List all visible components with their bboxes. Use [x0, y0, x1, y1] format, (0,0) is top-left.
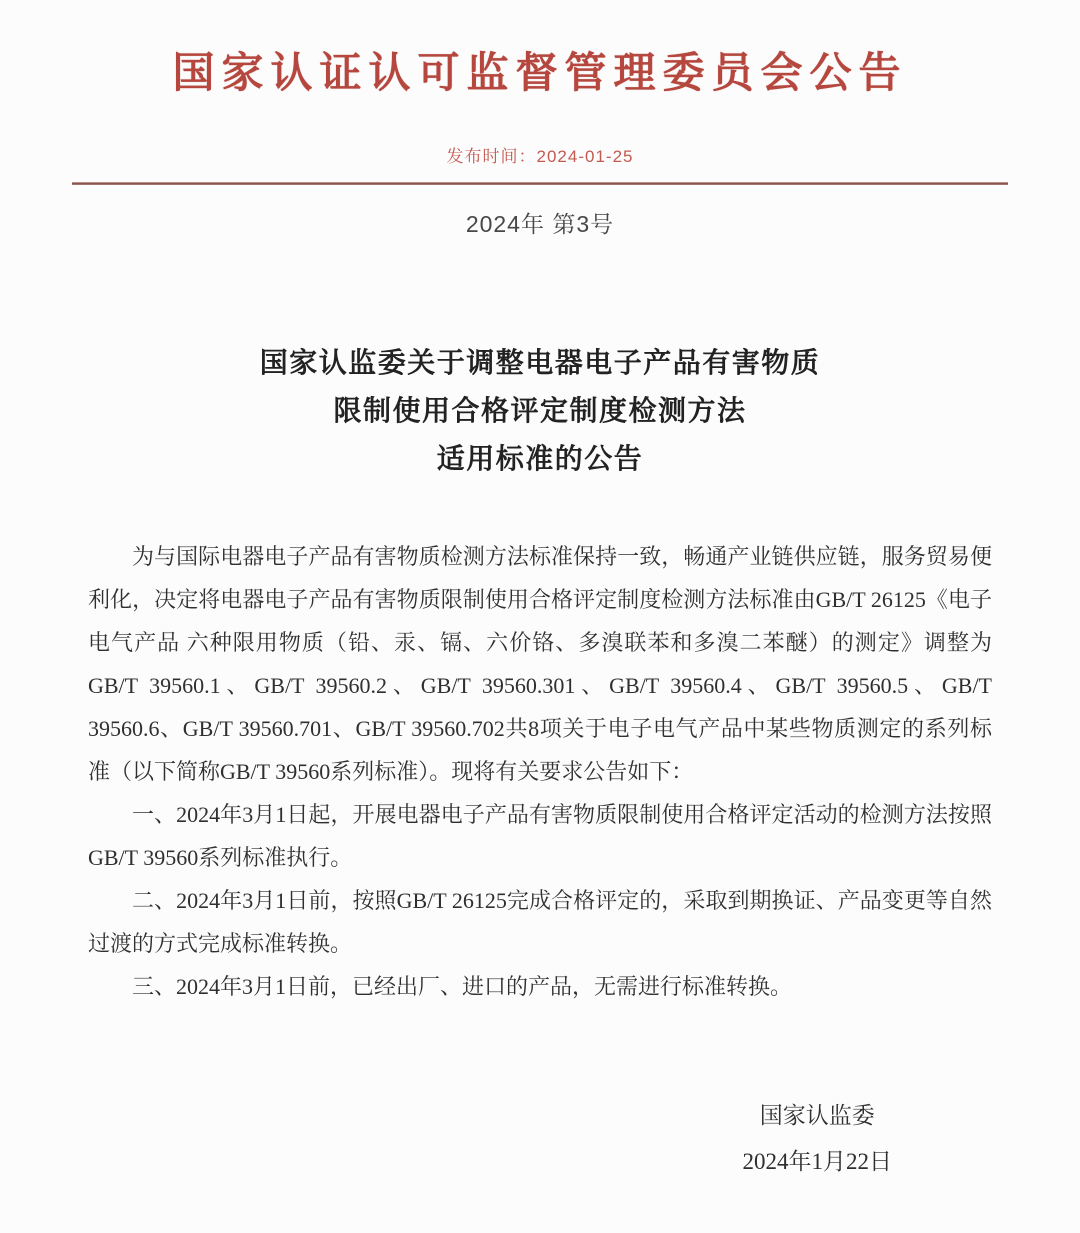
red-divider-line	[72, 182, 1008, 185]
document-title-line-2: 限制使用合格评定制度检测方法	[333, 395, 747, 426]
publish-time: 发布时间：2024-01-25	[446, 147, 634, 166]
body-paragraph-item-3: 三、2024年3月1日前，已经出厂、进口的产品，无需进行标准转换。	[132, 974, 793, 999]
body-paragraph-item-1: 一、2024年3月1日起，开展电器电子产品有害物质限制使用合格评定活动的检测方法按照GB/T 39560系列标准执行。	[88, 802, 992, 870]
announcement-header-title: 国家认证认可监督管理委员会公告	[172, 49, 908, 96]
document-title-line-3: 适用标准的公告	[436, 443, 644, 474]
body-paragraph-intro: 为与国际电器电子产品有害物质检测方法标准保持一致，畅通产业链供应链，服务贸易便利化，决定将电器电子产品有害物质限制使用合格评定制度检测方法标准由GB/T 26125《电子电气产品 六种限用物质（铅、汞、镉、六价铬、多溴联苯和多溴二苯醚）的测定》调整为GB/T 39560.1、GB/T 39560.2、GB/T 39560.301、GB/T 39560.4、GB/T 39560.5、GB/T 39560.6、GB/T 39560.701、GB/T 39560.702共8项关于电子电气产品中某些物质测定的系列标准（以下简称GB/T 39560系列标准）。现将有关要求公告如下：	[88, 544, 992, 784]
document-title	[0, 339, 1080, 483]
signature-date: 2024年1月22日	[742, 1149, 892, 1174]
body-paragraph-item-2: 二、2024年3月1日前，按照GB/T 26125完成合格评定的，采取到期换证、产品变更等自然过渡的方式完成标准转换。	[88, 888, 992, 956]
document-body	[88, 535, 992, 1008]
document-title-line-1: 国家认监委关于调整电器电子产品有害物质	[259, 347, 821, 378]
signature-block	[743, 1093, 893, 1185]
document-number: 2024年 第3号	[465, 211, 615, 237]
signature-org: 国家认监委	[759, 1103, 875, 1128]
